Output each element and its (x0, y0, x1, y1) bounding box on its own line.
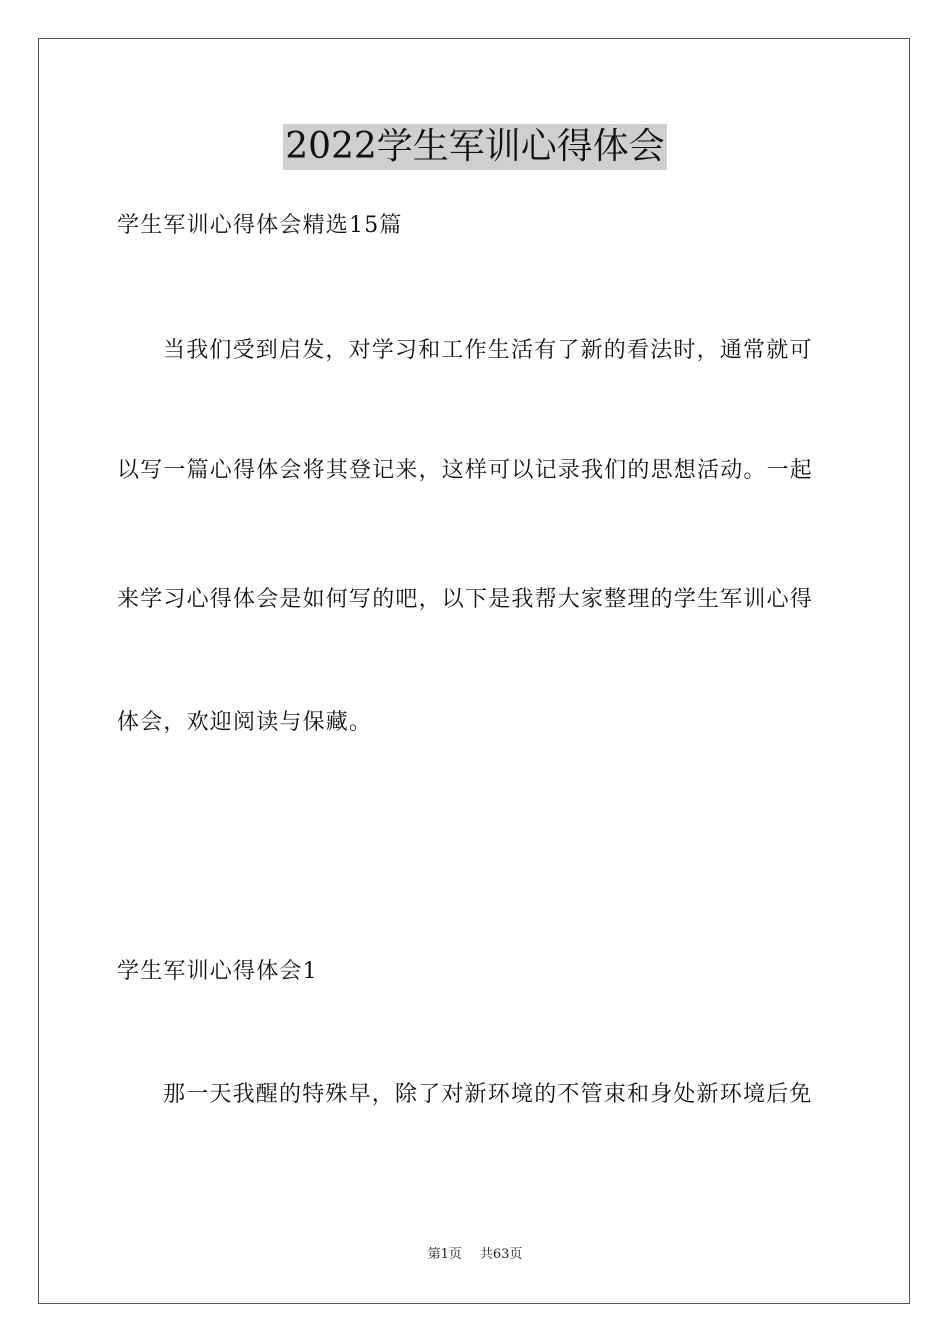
page-footer (0, 1246, 950, 1264)
intro-paragraph-line: 以写一篇心得体会将其登记来，这样可以记录我们的思想活动。一起 (117, 458, 814, 483)
intro-paragraph-line: 来学习心得体会是如何写的吧，以下是我帮大家整理的学生军训心得 (117, 587, 814, 612)
page-number-total: 共63页 (479, 1247, 523, 1262)
document-subtitle: 学生军训心得体会精选15篇 (117, 213, 403, 238)
section-heading: 学生军训心得体会1 (117, 959, 318, 984)
intro-paragraph-line: 当我们受到启发，对学习和工作生活有了新的看法时，通常就可 (163, 338, 813, 363)
document-title: 2022学生军训心得体会 (283, 124, 667, 170)
section-paragraph-line: 那一天我醒的特殊早，除了对新环境的不管束和身处新环境后免 (163, 1082, 813, 1107)
title-wrap (0, 124, 950, 170)
page-number-current: 第1页 (427, 1247, 462, 1262)
intro-paragraph-line: 体会，欢迎阅读与保藏。 (117, 710, 373, 735)
